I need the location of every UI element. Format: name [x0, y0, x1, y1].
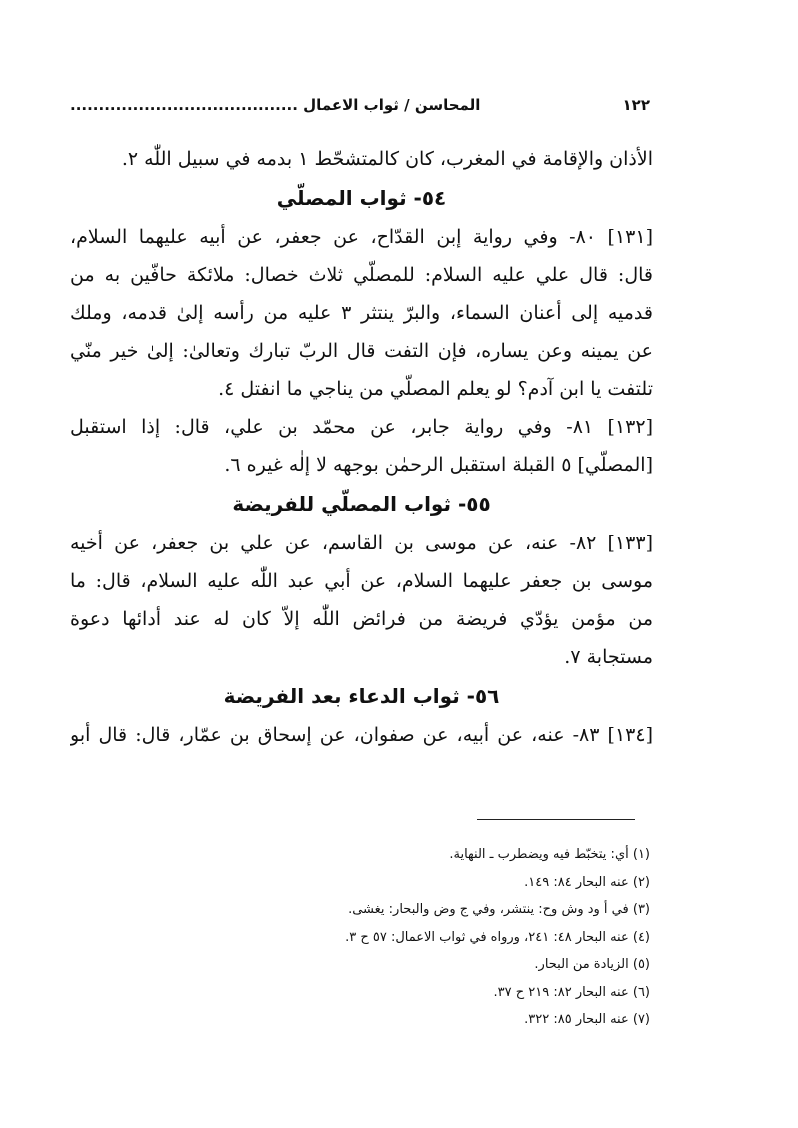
running-title: المحاسن / ثواب الاعمال	[303, 96, 481, 114]
text-line: قال: قال علي عليه السلام: للمصلّي ثلاث خصال: ملائكة حافّين به من	[70, 264, 653, 286]
page-number: ١٢٢	[622, 96, 650, 114]
text-line-hadith-131: [١٣١] ٨٠- وفي رواية إبن القدّاح، عن جعفر، عن أبيه عليهما السلام،	[70, 226, 653, 248]
text-line: [المصلّي] ٥ القبلة استقبل الرحمٰن بوجهه لا إلٰه غيره ٦.	[224, 454, 653, 476]
footnote-7: (٧) عنه البحار ٨٥: ٣٢٢.	[524, 1012, 650, 1027]
main-text	[70, 140, 653, 754]
footnote-2: (٢) عنه البحار ٨٤: ١٤٩.	[524, 874, 650, 890]
section-heading-54: ٥٤- ثواب المصلّي	[276, 186, 447, 210]
text-line: موسى بن جعفر عليهما السلام، عن أبي عبد اللّٰه عليه السلام، قال: ما	[70, 570, 653, 592]
footnote-1: (١) أي: يتخبّط فيه ويضطرب ـ النهاية.	[449, 847, 650, 862]
text-line-hadith-133: [١٣٣] ٨٢- عنه، عن موسى بن القاسم، عن علي بن جعفر، عن أخيه	[70, 532, 653, 554]
running-header	[70, 96, 650, 124]
footnote-3: (٣) في أ ود وش وح: ينتشر، وفي ج وض والبحار: يغشى.	[348, 902, 650, 917]
text-line: عن يمينه وعن يساره، فإن التفت قال الربّ تبارك وتعالىٰ: إلىٰ خير منّي	[70, 340, 653, 362]
text-line: قدميه إلى أعنان السماء، والبرّ ينتثر ٣ عليه من رأسه إلىٰ قدمه، وملك	[70, 302, 653, 324]
text-line: من مؤمن يؤدّي فريضة من فرائض اللّٰه إلاّ كان له عند أدائها دعوة	[70, 608, 653, 630]
text-line: الأذان والإقامة في المغرب، كان كالمتشحّط ١ بدمه في سبيل اللّٰه ٢.	[121, 148, 653, 170]
footnote-separator	[477, 819, 635, 820]
section-heading-55: ٥٥- ثواب المصلّي للفريضة	[232, 492, 491, 516]
text-line: مستجابة ٧.	[564, 646, 653, 668]
footnote-4: (٤) عنه البحار ٤٨: ٢٤١، ورواه في ثواب الاعمال: ٥٧ ح ٣.	[345, 929, 650, 945]
footnotes	[150, 841, 650, 1034]
leader-dots: ........................................	[70, 96, 298, 114]
text-line-hadith-132: [١٣٢] ٨١- وفي رواية جابر، عن محمّد بن علي، قال: إذا استقبل	[70, 416, 653, 438]
running-title-line	[70, 96, 480, 114]
text-line-hadith-134: [١٣٤] ٨٣- عنه، عن أبيه، عن صفوان، عن إسحاق بن عمّار، قال: قال أبو	[70, 724, 653, 746]
section-heading-56: ٥٦- ثواب الدعاء بعد الفريضة	[223, 684, 500, 708]
footnote-5: (٥) الزيادة من البحار.	[534, 957, 650, 972]
text-line: تلتفت يا ابن آدم؟ لو يعلم المصلّي من يناجي ما انفتل ٤.	[218, 378, 653, 400]
footnote-6: (٦) عنه البحار ٨٢: ٢١٩ ح ٣٧.	[493, 984, 650, 1000]
